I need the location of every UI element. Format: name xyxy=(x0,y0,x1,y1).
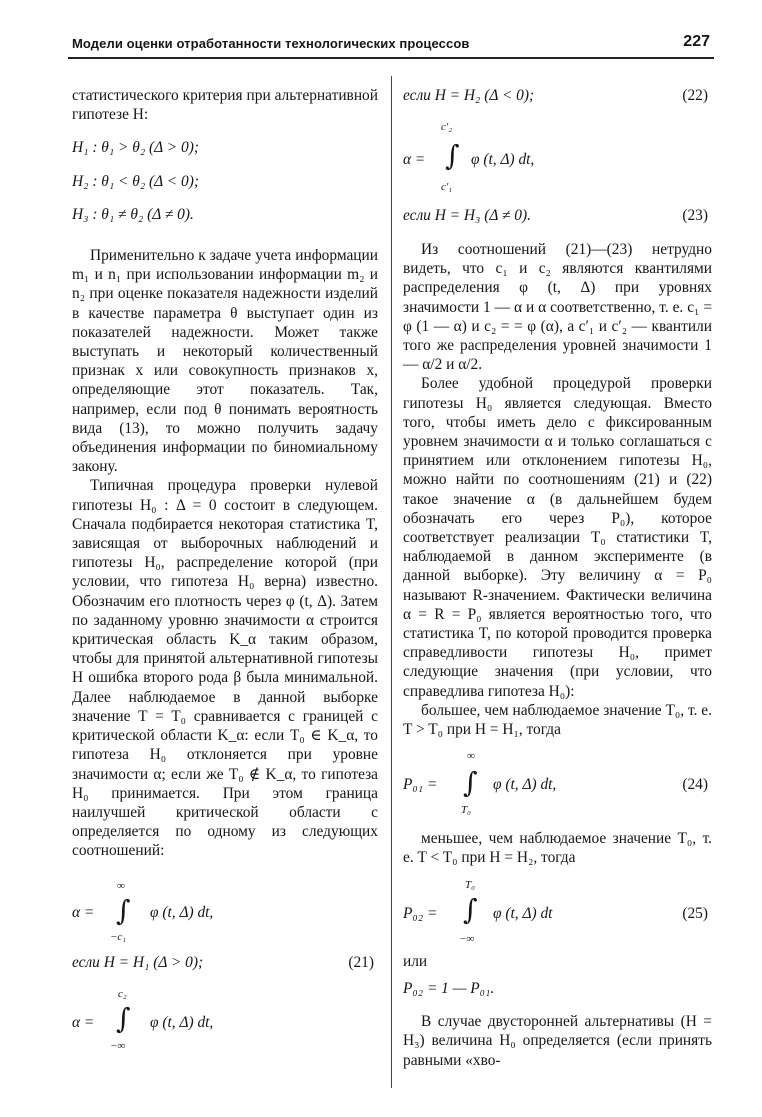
formula-21-condition: если H = H₁ (Δ > 0); xyxy=(72,953,204,971)
paragraph-info-combination: Применительно к задаче учета информации m₁ и n₁ при использовании информации m₂ и n₂ при оценке показателя надежности изделий в качестве параметра θ выступает один из показателей надежности. Может также выступать и некоторый количественный признак x или совокупность признаков x, определяющие этот показатель. Так, например, если под θ понимать вероятность вида (13), то можно получить задачу объединения информации по биномиальному закону. xyxy=(72,247,378,476)
page-header xyxy=(66,30,716,58)
formula-21-upper-limit: ∞ xyxy=(117,879,125,892)
formula-24-lower-limit: T₀ xyxy=(461,804,471,817)
formula-21-lhs: α = xyxy=(72,903,95,921)
formula-21-condition-line xyxy=(72,953,378,973)
paragraph-two-sided: В случае двусторонней альтернативы (H = H₃) величина H₀ определяется (если принять равными «хво- xyxy=(403,1013,712,1069)
formula-22 xyxy=(72,985,378,1055)
paragraph-less-case: меньшее, чем наблюдаемое значение T₀, т. е. T < T₀ при H = H₂, тогда xyxy=(403,830,712,867)
formula-21-integrand: φ (t, Δ) dt, xyxy=(150,903,214,921)
paragraph-greater-case: большее, чем наблюдаемое значение T₀, т. е. T > T₀ при H = H₁, тогда xyxy=(403,701,712,739)
right-column xyxy=(403,86,712,1070)
formula-22-condition: если H = H₂ (Δ < 0); xyxy=(403,87,535,104)
integral-sign: ∫ xyxy=(463,892,478,926)
hypothesis-h1: H₁ : θ₁ > θ₂ (Δ > 0); xyxy=(72,139,199,157)
running-head: Модели оценки отработанности технологических процессов xyxy=(72,36,470,51)
paragraph-test-procedure: Типичная процедура проверки нулевой гипотезы H₀ : Δ = 0 состоит в следующем. Сначала подбирается некоторая статистика T, зависящая от выборочных наблюдений и гипотезы H₀, распределение которой (при условии, что гипотеза H₀ верна) известно. Обозначим его плотность через φ (t, Δ). Затем по заданному уровню значимости α строится критическая область K_α таким образом, чтобы для принятой альтернативной гипотезы H ошибка второго рода β была минимальной. Далее наблюдаемое в данной выборке значение T = T₀ сравнивается с границей c критической области K_α: если T₀ ∈ K_α, то гипотеза H₀ отклоняется при уровне значимости α; если же T₀ ∉ K_α, то гипотеза H₀ принимается. При этом граница наилучшей критической области c определяется по одному из следующих соотношений: xyxy=(72,477,378,860)
formula-22-lower-limit: −∞ xyxy=(110,1039,126,1052)
formula-23 xyxy=(403,116,712,200)
formula-24-lhs: P₀₁ = xyxy=(403,776,438,794)
formula-25-integrand: φ (t, Δ) dt xyxy=(493,904,553,922)
formula-23-integrand: φ (t, Δ) dt, xyxy=(471,151,535,168)
formula-24-upper-limit: ∞ xyxy=(467,750,475,763)
intro-text: статистического критерия при альтернативной гипотезе H: xyxy=(72,87,378,124)
integral-sign: ∫ xyxy=(463,766,478,800)
formula-24 xyxy=(403,747,712,821)
page-number: 227 xyxy=(683,33,710,50)
formula-23-condition: если H = H₃ (Δ ≠ 0). xyxy=(403,207,531,224)
equation-number-24: (24) xyxy=(682,776,708,794)
formula-25-lower-limit: −∞ xyxy=(459,932,475,945)
hypothesis-h2: H₂ : θ₁ < θ₂ (Δ < 0); xyxy=(72,172,199,190)
integral-sign: ∫ xyxy=(116,893,131,927)
equation-number-22: (22) xyxy=(682,87,708,104)
formula-22-upper-limit: c₂ xyxy=(118,987,127,1000)
formula-22-condition-line xyxy=(403,86,712,106)
integral-sign: ∫ xyxy=(116,1001,131,1035)
formula-22-lhs: α = xyxy=(72,1013,95,1031)
equation-number-21: (21) xyxy=(348,953,374,971)
paragraph-quantiles: Из соотношений (21)—(23) нетрудно видеть, что c₁ и c₂ являются квантилями распределения φ (t, Δ) при уровнях значимости 1 — α и α соответственно, т. е. c₁ = φ (1 — α) и c₂ = = φ (α), а c′₁ и c′₂ — квантили того же распределения уровней значимости 1 — α/2 и α/2. xyxy=(403,241,712,374)
integral-sign: ∫ xyxy=(445,139,460,172)
hypothesis-h3: H₃ : θ₁ ≠ θ₂ (Δ ≠ 0). xyxy=(72,205,194,223)
formula-25b: P₀₂ = 1 — P₀₁. xyxy=(403,979,495,997)
column-divider xyxy=(391,76,392,1088)
header-rule xyxy=(68,57,714,59)
or-text: или xyxy=(403,952,428,970)
formula-25-upper-limit: T₀ xyxy=(465,878,475,891)
left-column xyxy=(72,86,378,1055)
formula-23-lhs: α = xyxy=(403,151,426,168)
paragraph-p-value: Более удобной процедурой проверки гипотезы H₀ является следующая. Вместо того, чтобы иметь дело с фиксированным уровнем значимости α и только соглашаться с принятием или отклонением гипотезы H₀, можно найти по соотношениям (21) и (22) такое значение α (в дальнейшем будем обозначать его через P₀), которое соответствует реализации T₀ статистики T, наблюдаемой в данном эксперименте (в данной выборке). Эту величину α = P₀ называют R-значением. Фактически величина α = R = P₀ является вероятностью того, что статистика T, по которой проводится проверка справедливости гипотезы H₀, примет следующие значения (при условии, что справедлива гипотеза H₀): xyxy=(403,375,712,700)
formula-21 xyxy=(72,877,378,949)
formula-25-lhs: P₀₂ = xyxy=(403,904,438,922)
equation-number-25: (25) xyxy=(682,904,708,922)
formula-23-condition-line xyxy=(403,206,712,226)
formula-21-lower-limit: −c₁ xyxy=(110,930,127,943)
formula-23-lower-limit: c′₁ xyxy=(441,181,453,193)
formula-23-upper-limit: c′₂ xyxy=(441,121,453,133)
equation-number-23: (23) xyxy=(682,207,708,224)
formula-22-integrand: φ (t, Δ) dt, xyxy=(150,1013,214,1031)
formula-25 xyxy=(403,876,712,948)
formula-24-integrand: φ (t, Δ) dt, xyxy=(493,776,557,794)
